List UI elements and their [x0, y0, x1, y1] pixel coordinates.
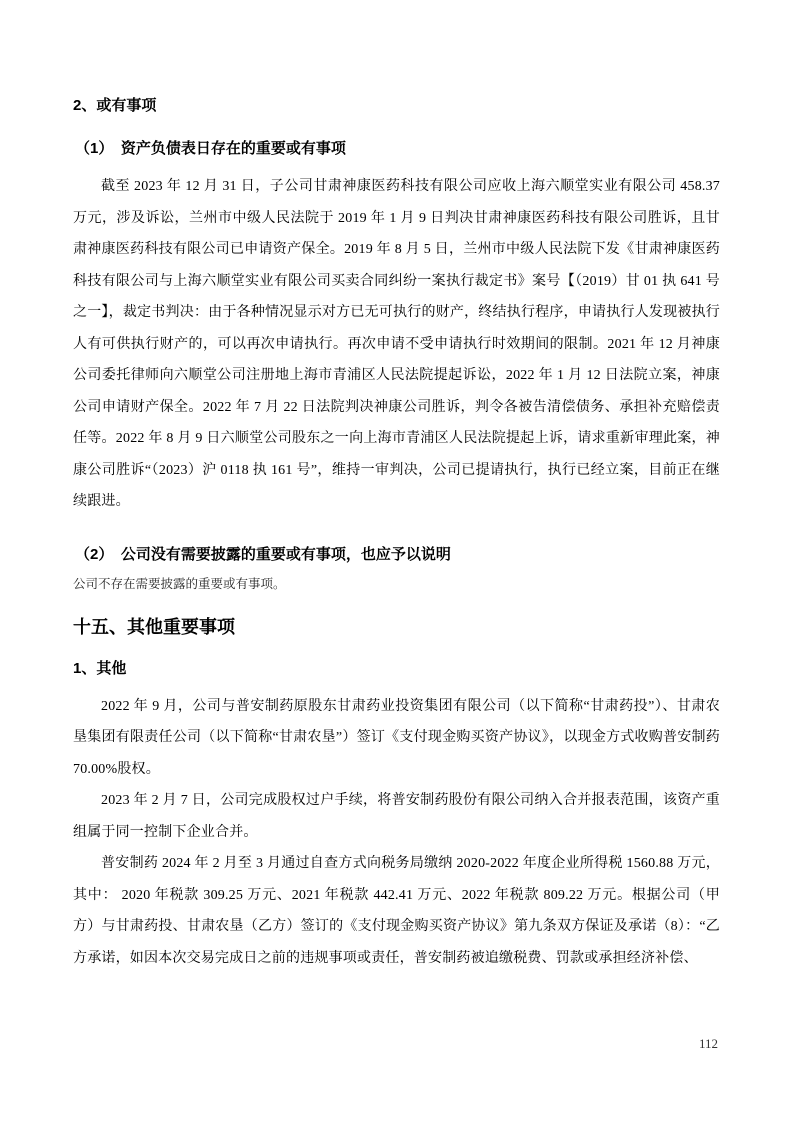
paragraph-litigation-detail: 截至 2023 年 12 月 31 日，子公司甘肃神康医药科技有限公司应收上海六顺堂实业有限公司 458.37 万元，涉及诉讼，兰州市中级人民法院于 2019 年 1 月 9 日判决甘肃神康医药科技有限公司胜诉，且甘肃神康医药科技有限公司已申请资产保全。2019 年 8 月 5 日，兰州市中级人民法院下发《甘肃神康医药科技有限公司与上海六顺堂实业有限公司买卖合同纠纷一案执行裁定书》案号【（2019）甘 01 执 641 号之一】，裁定书判决：由于各种情况显示对方已无可执行的财产，终结执行程序，申请执行人发现被执行人有可供执行财产的，可以再次申请执行。再次申请不受申请执行时效期间的限制。2021 年 12 月神康公司委托律师向六顺堂公司注册地上海市青浦区人民法院提起诉讼，2022 年 1 月 12 日法院立案，神康公司申请财产保全。2022 年 7 月 22 日法院判决神康公司胜诉，判令各被告清偿债务、承担补充赔偿责任等。2022 年 8 月 9 日六顺堂公司股东之一向上海市青浦区人民法院提起上诉，请求重新审理此案，神康公司胜诉“（2023）沪 0118 执 161 号”，维持一审判决，公司已提请执行，执行已经立案，目前正在继续跟进。: [73, 179, 720, 509]
paragraph-acquisition-agreement: 2022 年 9 月，公司与普安制药原股东甘肃药业投资集团有限公司（以下简称“甘肃药投”）、甘肃农垦集团有限责任公司（以下简称“甘肃农垦”）签订《支付现金购买资产协议》，以现金方式收购普安制药 70.00%股权。: [73, 698, 720, 777]
subsection-heading-other: 1、其他: [73, 659, 127, 677]
subsection-heading-no-disclosure-needed: （2） 公司没有需要披露的重要或有事项，也应予以说明: [75, 545, 451, 563]
subsection-heading-balance-sheet-contingencies: （1） 资产负债表日存在的重要或有事项: [75, 140, 346, 157]
chapter-heading-other-important-matters: 十五、其他重要事项: [73, 616, 235, 637]
page-number: 112: [698, 1036, 718, 1051]
paragraph-tax-payment: 普安制药 2024 年 2 月至 3 月通过自查方式向税务局缴纳 2020-2022 年度企业所得税 1560.88 万元，其中： 2020 年税款 309.25 万元、2021 年税款 442.41 万元、2022 年税款 809.22 万元。根据公司（甲方）与甘肃药投、甘肃农垦（乙方）签订的《支付现金购买资产协议》第九条双方保证及承诺（8）：“乙方承诺，如因本次交易完成日之前的违规事项或责任，普安制药被追缴税费、罚款或承担经济补偿、: [73, 856, 720, 966]
paragraph-equity-transfer: 2023 年 2 月 7 日，公司完成股权过户手续，将普安制药股份有限公司纳入合并报表范围，该资产重组属于同一控制下企业合并。: [73, 793, 720, 840]
footnote-no-contingencies: 公司不存在需要披露的重要或有事项。: [73, 576, 286, 591]
section-heading-contingencies: 2、或有事项: [73, 97, 157, 114]
